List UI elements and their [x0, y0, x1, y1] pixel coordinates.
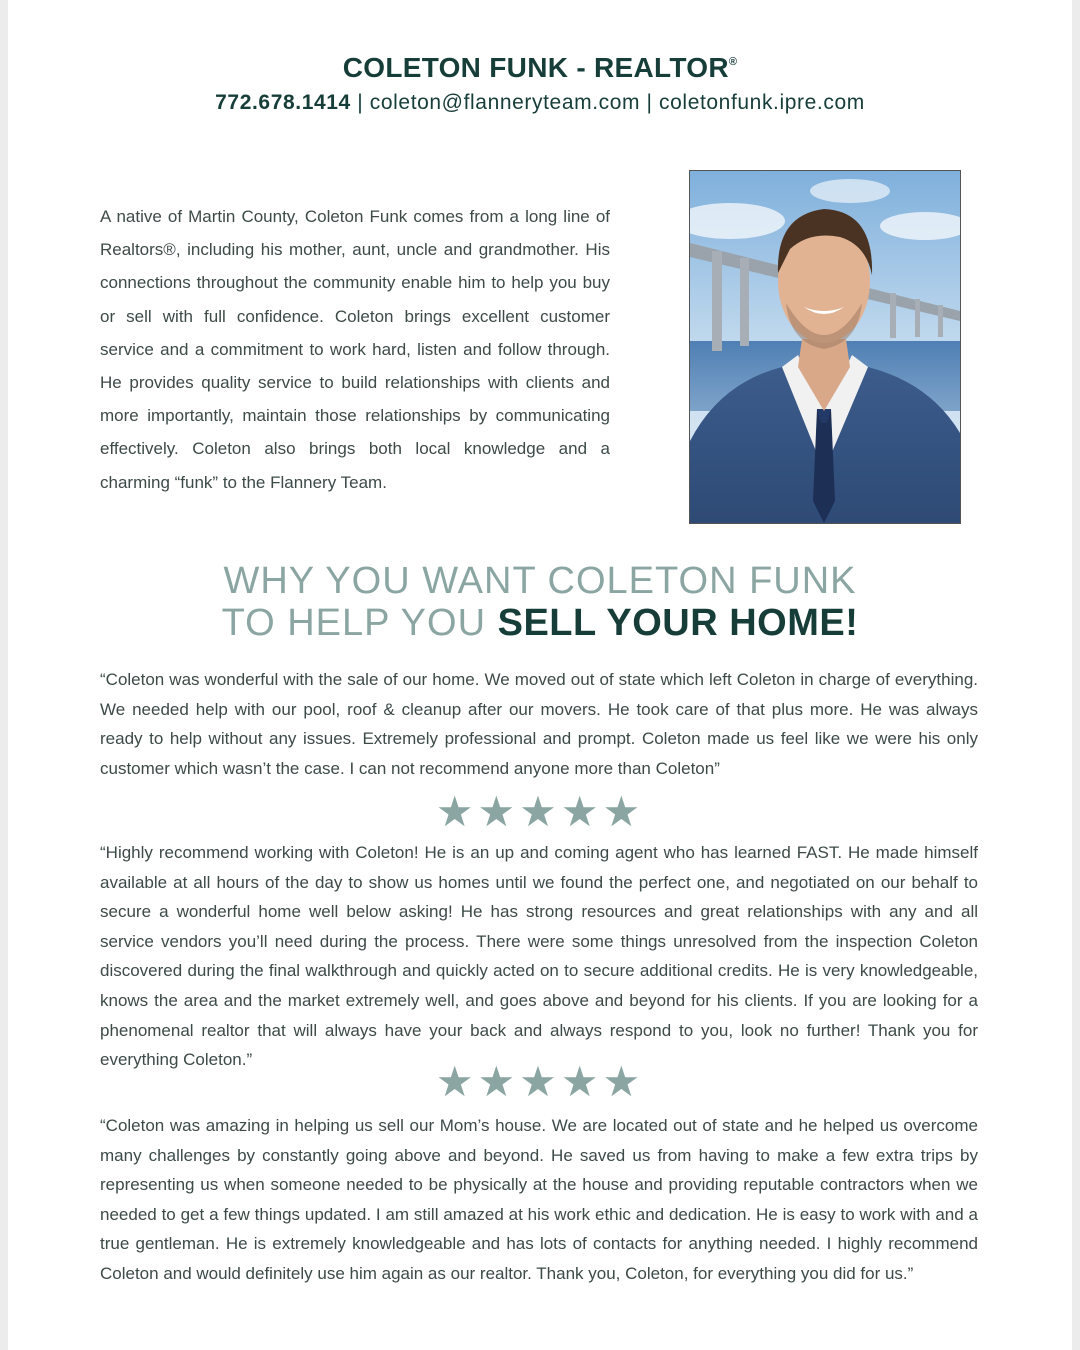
testimonial-2: “Highly recommend working with Coleton! He is an up and coming agent who has learned FAST. He made himself available at all hours of the day to show us homes until we found the perfect one, and negotiated on our behalf to secure a wonderful home well below asking! He has strong resources and great relationships with any and all service vendors you’ll need during the process. There were some things unresolved from the inspection Coleton discovered during the final walkthrough and quickly acted on to secure additional credits. He is very knowledgeable, knows the area and the market extremely well, and goes above and beyond for his clients. If you are looking for a phenomenal realtor that will always have your back and always respond to you, look no further! Thank you for everything Coleton.” [100, 843, 978, 1070]
headline-line-2 [8, 602, 1072, 644]
separator: | [357, 91, 364, 114]
flyer-page [8, 0, 1072, 1350]
star-rating-1: ★★★★★ [435, 788, 645, 835]
contact-line [8, 91, 1072, 115]
headline-light: TO HELP YOU [221, 602, 487, 644]
testimonial-1: “Coleton was wonderful with the sale of our home. We moved out of state which left Coleton in charge of everything. We needed help with our pool, roof & cleanup after our movers. He took care of that plus more. He was always ready to help without any issues. Extremely professional and prompt. Coleton made us feel like we were his only customer which wasn’t the case. I can not recommend anyone more than Coleton” [100, 670, 978, 778]
agent-name: COLETON FUNK - REALTOR [342, 52, 729, 83]
bio-paragraph: A native of Martin County, Coleton Funk comes from a long line of Realtors®, including his mother, aunt, uncle and grandmother. His connections throughout the community enable him to help you buy or sell with full confidence. Coleton brings excellent customer service and a commitment to work hard, listen and follow through. He provides quality service to build relationships with clients and more importantly, maintain those relationships by communicating effectively. Coleton also brings both local knowledge and a charming “funk” to the Flannery Team. [100, 207, 610, 492]
agent-portrait-icon [690, 171, 960, 523]
phone-number[interactable]: 772.678.1414 [215, 91, 351, 114]
registered-mark: ® [728, 56, 738, 68]
headline-line-1: WHY YOU WANT COLETON FUNK [223, 560, 857, 602]
website-link[interactable]: coletonfunk.ipre.com [659, 91, 865, 114]
headline-bold: SELL YOUR HOME! [497, 602, 859, 644]
star-rating-2: ★★★★★ [435, 1058, 645, 1105]
headline [8, 560, 1072, 644]
agent-portrait [689, 170, 961, 524]
testimonial-3: “Coleton was amazing in helping us sell our Mom’s house. We are located out of state and he helped us overcome many challenges by constantly going above and beyond. He saved us from having to make a few extra trips by representing us when someone needed to be physically at the house and providing reputable contractors when we needed to get a few things updated. I am still amazed at his work ethic and dedication. He is easy to work with and a true gentleman. He is extremely knowledgeable and has lots of contacts for anything needed. I highly recommend Coleton and would definitely use him again as our realtor. Thank you, Coleton, for everything you did for us.” [100, 1116, 978, 1283]
agent-title [8, 52, 1072, 84]
separator: | [646, 91, 653, 114]
email-address[interactable]: coleton@flanneryteam.com [369, 91, 641, 114]
